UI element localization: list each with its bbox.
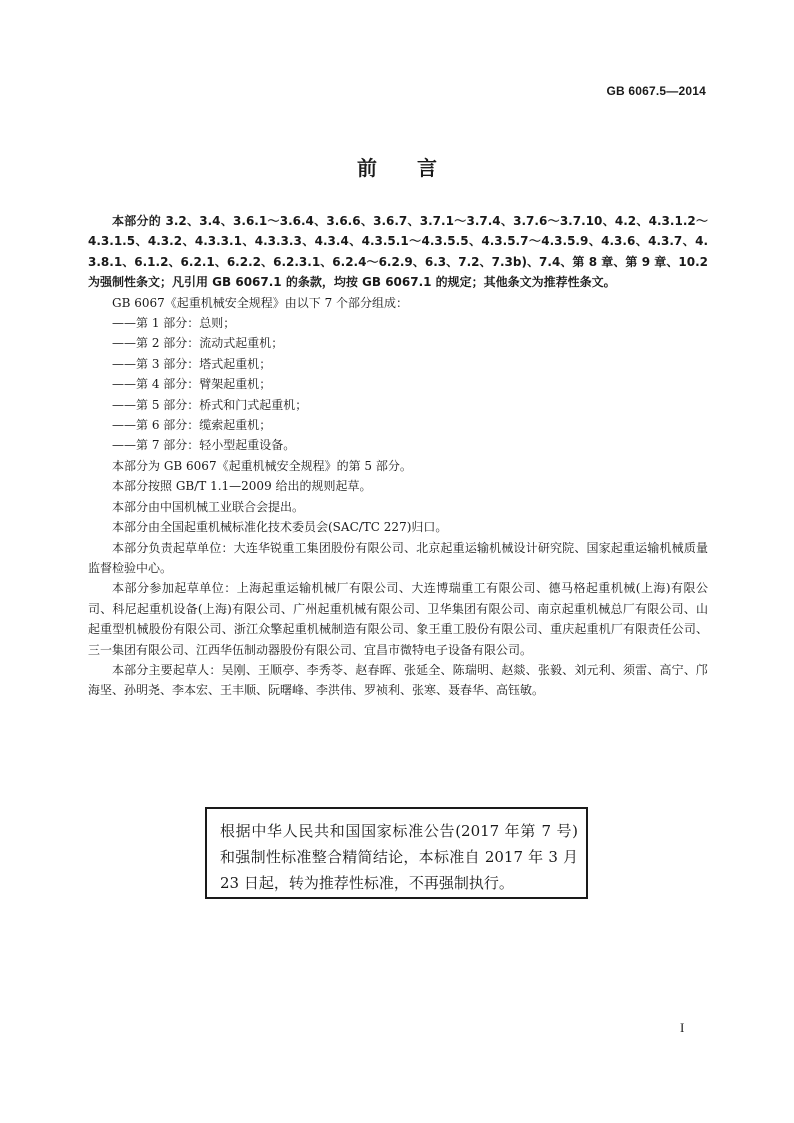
proposer-statement: 本部分由中国机械工业联合会提出。 — [112, 499, 305, 514]
parts-intro: GB 6067《起重机械安全规程》由以下 7 个部分组成： — [112, 295, 409, 310]
part-list-item: ——第 6 部分：缆索起重机； — [112, 418, 272, 433]
standard-code: GB 6067.5—2014 — [606, 84, 706, 98]
part-list-item: ——第 7 部分：轻小型起重设备。 — [112, 438, 296, 453]
committee-statement: 本部分由全国起重机械标准化技术委员会(SAC/TC 227)归口。 — [112, 520, 448, 535]
part-list-item: ——第 5 部分：桥式和门式起重机； — [112, 397, 308, 412]
participating-drafters: 本部分参加起草单位：上海起重运输机械厂有限公司、大连博瑞重工有限公司、德马格起重机械(上海)有限公司、科尼起重机设备(上海)有限公司、广州起重机械有限公司、卫华集团有限公司、南京起重机械总厂有限公司、山起重型机械股份有限公司、浙江众擎起重机械制造有限公司、象王重工股份有限公司、重庆起重机厂有限责任公司、三一集团有限公司、江西华伍制动器股份有限公司、宜昌市微特电子设备有限公司。 — [88, 581, 708, 657]
main-drafters: 本部分主要起草人：吴刚、王顺亭、李秀苓、赵春晖、张延全、陈瑞明、赵燚、张毅、刘元利、须雷、高宁、邝海坚、孙明尧、李本宏、王丰顺、阮曙峰、李洪伟、罗祯利、张寒、聂春华、高钰敏。 — [88, 662, 708, 698]
foreword-body — [88, 211, 708, 701]
page-number: I — [680, 1020, 685, 1035]
part-statement: 本部分为 GB 6067《起重机械安全规程》的第 5 部分。 — [112, 458, 412, 473]
responsible-drafters: 本部分负责起草单位：大连华锐重工集团股份有限公司、北京起重运输机械设计研究院、国家起重运输机械质量监督检验中心。 — [88, 540, 708, 575]
mandatory-clauses-paragraph: 本部分的 3.2、3.4、3.6.1～3.6.4、3.6.6、3.6.7、3.7.1～3.7.4、3.7.6～3.7.10、4.2、4.3.1.2～4.3.1.5、4.3.2、4.3.3.1、4.3.3.3、4.3.4、4.3.5.1～4.3.5.5、4.3.5.7～4.3.5.9、4.3.6、4.3.7、4.3.8.1、6.1.2、6.2.1、6.2.2、6.2.3.1、6.2.4～6.2.9、6.3、7.2、7.3b)、7.4、第 8 章、第 9 章、10.2 为强制性条文；凡引用 GB 6067.1 的条款，均按 GB 6067.1 的规定；其他条文为推荐性条文。 — [88, 214, 708, 290]
part-list-item: ——第 1 部分：总则； — [112, 316, 236, 331]
part-list-item: ——第 3 部分：塔式起重机； — [112, 356, 272, 371]
notice-box: 根据中华人民共和国国家标准公告(2017 年第 7 号)和强制性标准整合精简结论，本标准自 2017 年 3 月 23 日起，转为推荐性标准，不再强制执行。 — [205, 807, 588, 899]
part-list-item: ——第 4 部分：臂架起重机； — [112, 377, 272, 392]
drafting-rules-statement: 本部分按照 GB/T 1.1—2009 给出的规则起草。 — [112, 479, 372, 494]
page-title: 前言 — [357, 156, 477, 180]
part-list-item: ——第 2 部分：流动式起重机； — [112, 336, 284, 351]
